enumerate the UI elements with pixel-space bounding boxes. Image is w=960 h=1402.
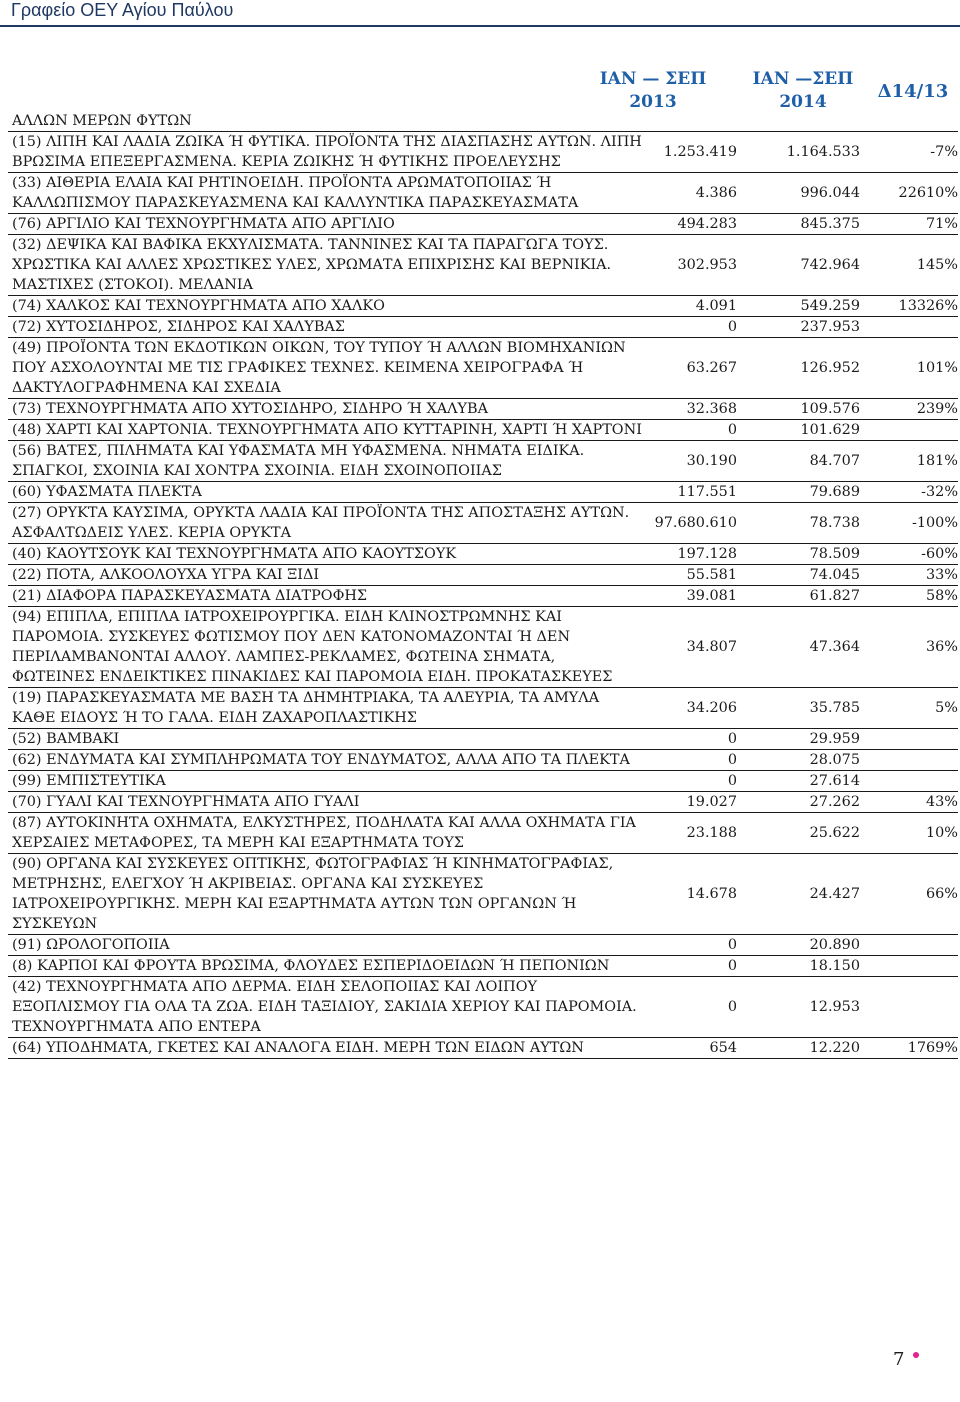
row-value-2014: 845.375 — [800, 216, 860, 232]
row-value-2014: 742.964 — [800, 257, 860, 273]
table-row — [8, 296, 958, 317]
row-value-2013: 0 — [727, 999, 737, 1015]
table-row — [8, 173, 958, 214]
row-name: (49) ΠΡΟΪΟΝΤΑ ΤΩΝ ΕΚΔΟΤΙΚΩΝ ΟΙΚΩΝ, ΤΟΥ ΤΥΠΟΥ Ή ΑΛΛΩΝ ΒΙΟΜΗΧΑΝΙΩΝ ΠΟΥ ΑΣΧΟΛΟΥΝΤΑΙ ΜΕ ΤΙΣ ΓΡΑΦΙΚΕΣ ΤΕΧΝΕΣ. ΚΕΙΜΕΝΑ ΧΕΙΡΟΓΡΑΦΑ Ή ΔΑΚΤΥΛΟΓΡΑΦΗΜΕΝΑ ΚΑΙ ΣΧΕΔΙΑ — [12, 340, 626, 396]
row-name: (27) ΟΡΥΚΤΑ ΚΑΥΣΙΜΑ, ΟΡΥΚΤΑ ΛΑΔΙΑ ΚΑΙ ΠΡΟΪΟΝΤΑ ΤΗΣ ΑΠΟΣΤΑΞΗΣ ΑΥΤΩΝ. ΑΣΦΑΛΤΩΔΕΙΣ ΥΛΕΣ. ΚΕΡΙΑ ΟΡΥΚΤΑ — [12, 505, 630, 541]
row-value-2014: 35.785 — [809, 700, 860, 716]
row-value-2013: 302.953 — [677, 257, 737, 273]
row-name: (52) ΒΑΜΒΑΚΙ — [12, 731, 120, 747]
row-value-2013: 55.581 — [686, 567, 737, 583]
row-value-2013: 34.807 — [686, 639, 737, 655]
column-header-2014-line1: ΙΑΝ —ΣΕΠ — [752, 69, 854, 89]
row-name: (21) ΔΙΑΦΟΡΑ ΠΑΡΑΣΚΕΥΑΣΜΑΤΑ ΔΙΑΤΡΟΦΗΣ — [12, 588, 368, 604]
table-row-continuation — [8, 111, 958, 132]
row-change: -32% — [921, 484, 958, 500]
table-row — [8, 1038, 958, 1059]
row-change — [860, 956, 958, 976]
row-change: 58% — [926, 588, 958, 604]
row-value-2013: 197.128 — [677, 546, 737, 562]
row-name: (72) ΧΥΤΟΣΙΔΗΡΟΣ, ΣΙΔΗΡΟΣ ΚΑΙ ΧΑΛΥΒΑΣ — [12, 319, 345, 335]
row-change — [860, 420, 958, 440]
table-row — [8, 956, 958, 977]
table-row — [8, 813, 958, 854]
row-value-2014: 47.364 — [809, 639, 860, 655]
row-value-2013: 0 — [727, 752, 737, 768]
row-value-2013: 654 — [709, 1040, 737, 1056]
row-name: (8) ΚΑΡΠΟΙ ΚΑΙ ΦΡΟΥΤΑ ΒΡΩΣΙΜΑ, ΦΛΟΥΔΕΣ ΕΣΠΕΡΙΔΟΕΙΔΩΝ Ή ΠΕΠΟΝΙΩΝ — [12, 958, 610, 974]
row-value-2014: 12.953 — [809, 999, 860, 1015]
table-row — [8, 854, 958, 935]
row-value-2014: 1.164.533 — [786, 144, 860, 160]
row-change: -100% — [911, 515, 958, 531]
table-row — [8, 977, 958, 1038]
row-value-2013: 0 — [727, 731, 737, 747]
row-change: 43% — [926, 794, 958, 810]
row-value-2013: 0 — [727, 773, 737, 789]
row-change — [860, 750, 958, 770]
row-value-2014: 78.509 — [809, 546, 860, 562]
row-value-2014: 61.827 — [809, 588, 860, 604]
row-value-2014: 74.045 — [809, 567, 860, 583]
row-value-2013: 30.190 — [686, 453, 737, 469]
table-row — [8, 235, 958, 296]
table-row — [8, 317, 958, 338]
row-change: -60% — [921, 546, 958, 562]
row-name: (94) ΕΠΙΠΛΑ, ΕΠΙΠΛΑ ΙΑΤΡΟΧΕΙΡΟΥΡΓΙΚΑ. ΕΙΔΗ ΚΛΙΝΟΣΤΡΩΜΝΗΣ ΚΑΙ ΠΑΡΟΜΟΙΑ. ΣΥΣΚΕΥΕΣ ΦΩΤΙΣΜΟΥ ΠΟΥ ΔΕΝ ΚΑΤΟΝΟΜΑΖΟΝΤΑΙ Ή ΔΕΝ ΠΕΡΙΛΑΜΒΑΝΟΝΤΑΙ ΑΛΛΟΥ. ΛΑΜΠΕΣ-ΡΕΚΛΑΜΕΣ, ΦΩΤΕΙΝΑ ΣΗΜΑΤΑ, ΦΩΤΕΙΝΕΣ ΕΝΔΕΙΚΤΙΚΕΣ ΠΙΝΑΚΙΔΕΣ ΚΑΙ ΠΑΡΟΜΟΙΑ ΕΙΔΗ. ΠΡΟΚΑΤΑΣΚΕΥΕΣ — [12, 609, 613, 685]
row-value-2013: 0 — [727, 937, 737, 953]
row-value-2014: 996.044 — [800, 185, 860, 201]
table-row — [8, 214, 958, 235]
row-value-2014: 79.689 — [809, 484, 860, 500]
row-value-2013: 0 — [727, 958, 737, 974]
row-name: (60) ΥΦΑΣΜΑΤΑ ΠΛΕΚΤΑ — [12, 484, 202, 500]
row-name: (62) ΕΝΔΥΜΑΤΑ ΚΑΙ ΣΥΜΠΛΗΡΩΜΑΤΑ ΤΟΥ ΕΝΔΥΜΑΤΟΣ, ΑΛΛΑ ΑΠΟ ΤΑ ΠΛΕΚΤΑ — [12, 752, 630, 768]
row-name: (91) ΩΡΟΛΟΓΟΠΟΙΙΑ — [12, 937, 170, 953]
row-change: 66% — [926, 886, 958, 902]
row-name: (64) ΥΠΟΔΗΜΑΤΑ, ΓΚΕΤΕΣ ΚΑΙ ΑΝΑΛΟΓΑ ΕΙΔΗ. ΜΕΡΗ ΤΩΝ ΕΙΔΩΝ ΑΥΤΩΝ — [12, 1040, 584, 1056]
column-header-2013 — [590, 68, 716, 114]
row-name: (42) ΤΕΧΝΟΥΡΓΗΜΑΤΑ ΑΠΟ ΔΕΡΜΑ. ΕΙΔΗ ΣΕΛΟΠΟΙΙΑΣ ΚΑΙ ΛΟΙΠΟΥ ΕΞΟΠΛΙΣΜΟΥ ΓΙΑ ΟΛΑ ΤΑ ΖΩΑ. ΕΙΔΗ ΤΑΞΙΔΙΟΥ, ΣΑΚΙΔΙΑ ΧΕΡΙΟΥ ΚΑΙ ΠΑΡΟΜΟΙΑ. ΤΕΧΝΟΥΡΓΗΜΑΤΑ ΑΠΟ ΕΝΤΕΡΑ — [12, 979, 637, 1035]
row-value-2014: 126.952 — [800, 360, 860, 376]
row-name: (87) ΑΥΤΟΚΙΝΗΤΑ ΟΧΗΜΑΤΑ, ΕΛΚΥΣΤΗΡΕΣ, ΠΟΔΗΛΑΤΑ ΚΑΙ ΑΛΛΑ ΟΧΗΜΑΤΑ ΓΙΑ ΧΕΡΣΑΙΕΣ ΜΕΤΑΦΟΡΕΣ, ΤΑ ΜΕΡΗ ΚΑΙ ΕΞΑΡΤΗΜΑΤΑ ΤΟΥΣ — [12, 815, 636, 851]
row-value-2013: 117.551 — [677, 484, 737, 500]
row-value-2013: 97.680.610 — [654, 515, 737, 531]
row-change: 71% — [926, 216, 958, 232]
table-row — [8, 792, 958, 813]
row-value-2014: 101.629 — [800, 422, 860, 438]
row-name: (70) ΓΥΑΛΙ ΚΑΙ ΤΕΧΝΟΥΡΓΗΜΑΤΑ ΑΠΟ ΓΥΑΛΙ — [12, 794, 360, 810]
row-value-2013: 34.206 — [686, 700, 737, 716]
row-value-2014: 28.075 — [809, 752, 860, 768]
row-change — [860, 771, 958, 791]
row-value-2014: 25.622 — [809, 825, 860, 841]
row-change: 10% — [926, 825, 958, 841]
row-name: (90) ΟΡΓΑΝΑ ΚΑΙ ΣΥΣΚΕΥΕΣ ΟΠΤΙΚΗΣ, ΦΩΤΟΓΡΑΦΙΑΣ Ή ΚΙΝΗΜΑΤΟΓΡΑΦΙΑΣ, ΜΕΤΡΗΣΗΣ, ΕΛΕΓΧΟΥ Ή ΑΚΡΙΒΕΙΑΣ. ΟΡΓΑΝΑ ΚΑΙ ΣΥΣΚΕΥΕΣ ΙΑΤΡΟΧΕΙΡΟΥΡΓΙΚΗΣ. ΜΕΡΗ ΚΑΙ ΕΞΑΡΤΗΜΑΤΑ ΑΥΤΩΝ ΤΩΝ ΟΡΓΑΝΩΝ Ή ΣΥΣΚΕΥΩΝ — [12, 856, 614, 932]
table-row — [8, 935, 958, 956]
row-value-2014: 27.614 — [809, 773, 860, 789]
row-name: (32) ΔΕΨΙΚΑ ΚΑΙ ΒΑΦΙΚΑ ΕΚΧΥΛΙΣΜΑΤΑ. ΤΑΝΝΙΝΕΣ ΚΑΙ ΤΑ ΠΑΡΑΓΩΓΑ ΤΟΥΣ. ΧΡΩΣΤΙΚΑ ΚΑΙ ΑΛΛΕΣ ΧΡΩΣΤΙΚΕΣ ΥΛΕΣ, ΧΡΩΜΑΤΑ ΕΠΙΧΡΙΣΗΣ ΚΑΙ ΒΕΡΝΙΚΙΑ. ΜΑΣΤΙΧΕΣ (ΣΤΟΚΟΙ). ΜΕΛΑΝΙΑ — [12, 237, 612, 293]
row-value-2013: 0 — [727, 422, 737, 438]
row-change: 239% — [916, 401, 958, 417]
row-change: 181% — [916, 453, 958, 469]
table-row — [8, 750, 958, 771]
row-value-2013: 19.027 — [686, 794, 737, 810]
row-value-2014: 109.576 — [800, 401, 860, 417]
trade-table — [8, 111, 958, 1059]
row-name: (40) ΚΑΟΥΤΣΟΥΚ ΚΑΙ ΤΕΧΝΟΥΡΓΗΜΑΤΑ ΑΠΟ ΚΑΟΥΤΣΟΥΚ — [12, 546, 457, 562]
row-value-2014: 84.707 — [809, 453, 860, 469]
column-header-change: Δ14/13 — [877, 81, 949, 102]
table-row — [8, 441, 958, 482]
table-row — [8, 586, 958, 607]
row-value-2014: 18.150 — [809, 958, 860, 974]
column-header-2014 — [740, 68, 866, 114]
row-value-2014: 27.262 — [809, 794, 860, 810]
row-name: (33) ΑΙΘΕΡΙΑ ΕΛΑΙΑ ΚΑΙ ΡΗΤΙΝΟΕΙΔΗ. ΠΡΟΪΟΝΤΑ ΑΡΩΜΑΤΟΠΟΙΙΑΣ Ή ΚΑΛΛΩΠΙΣΜΟΥ ΠΑΡΑΣΚΕΥΑΣΜΕΝΑ ΚΑΙ ΚΑΛΛΥΝΤΙΚΑ ΠΑΡΑΣΚΕΥΑΣΜΑΤΑ — [12, 175, 579, 211]
row-change: -7% — [930, 144, 958, 160]
row-change: 22610% — [898, 185, 958, 201]
table-row — [8, 399, 958, 420]
table-row — [8, 338, 958, 399]
row-change — [860, 935, 958, 955]
row-change: 1769% — [907, 1040, 958, 1056]
row-value-2013: 39.081 — [686, 588, 737, 604]
row-change: 145% — [916, 257, 958, 273]
row-value-2014: 20.890 — [809, 937, 860, 953]
table-row — [8, 420, 958, 441]
column-header-2014-line2: 2014 — [779, 92, 827, 112]
row-change: 13326% — [898, 298, 958, 314]
row-change: 33% — [926, 567, 958, 583]
row-value-2013: 0 — [727, 319, 737, 335]
page-dot-icon — [913, 1352, 919, 1358]
column-header-2013-line1: ΙΑΝ — ΣΕΠ — [599, 69, 707, 89]
row-change: 101% — [916, 360, 958, 376]
table-row — [8, 688, 958, 729]
row-value-2014: 29.959 — [809, 731, 860, 747]
row-value-2013: 63.267 — [686, 360, 737, 376]
row-name: ΑΛΛΩΝ ΜΕΡΩΝ ΦΥΤΩΝ — [12, 113, 192, 129]
row-value-2013: 4.091 — [695, 298, 737, 314]
row-name: (56) ΒΑΤΕΣ, ΠΙΛΗΜΑΤΑ ΚΑΙ ΥΦΑΣΜΑΤΑ ΜΗ ΥΦΑΣΜΕΝΑ. ΝΗΜΑΤΑ ΕΙΔΙΚΑ. ΣΠΑΓΚΟΙ, ΣΧΟΙΝΙΑ ΚΑΙ ΧΟΝΤΡΑ ΣΧΟΙΝΙΑ. ΕΙΔΗ ΣΧΟΙΝΟΠΟΙΙΑΣ — [12, 443, 585, 479]
table-row — [8, 503, 958, 544]
row-value-2013: 14.678 — [686, 886, 737, 902]
row-value-2013: 4.386 — [695, 185, 737, 201]
row-name: (99) ΕΜΠΙΣΤΕΥΤΙΚΑ — [12, 773, 166, 789]
table-row — [8, 482, 958, 503]
row-change — [860, 729, 958, 749]
header-rule — [0, 25, 960, 27]
header-title: Γραφείο ΟΕΥ Αγίου Παύλου — [11, 0, 234, 20]
table-row — [8, 607, 958, 688]
row-value-2013: 1.253.419 — [663, 144, 737, 160]
page-header — [0, 0, 960, 24]
row-change: 5% — [935, 700, 958, 716]
row-value-2013: 494.283 — [677, 216, 737, 232]
table-row — [8, 565, 958, 586]
row-change — [860, 977, 958, 1037]
row-change — [860, 317, 958, 337]
row-value-2014: 12.220 — [809, 1040, 860, 1056]
column-header-2013-line2: 2013 — [629, 92, 677, 112]
table-row — [8, 544, 958, 565]
row-name: (48) ΧΑΡΤΙ ΚΑΙ ΧΑΡΤΟΝΙΑ. ΤΕΧΝΟΥΡΓΗΜΑΤΑ ΑΠΟ ΚΥΤΤΑΡΙΝΗ, ΧΑΡΤΙ Ή ΧΑΡΤΟΝΙ — [12, 422, 642, 438]
row-change: 36% — [926, 639, 958, 655]
page-number: 7 — [893, 1349, 905, 1370]
row-name: (22) ΠΟΤΑ, ΑΛΚΟΟΛΟΥΧΑ ΥΓΡΑ ΚΑΙ ΞΙΔΙ — [12, 567, 320, 583]
table-row — [8, 729, 958, 750]
row-name: (74) ΧΑΛΚΟΣ ΚΑΙ ΤΕΧΝΟΥΡΓΗΜΑΤΑ ΑΠΟ ΧΑΛΚΟ — [12, 298, 385, 314]
row-value-2014: 24.427 — [809, 886, 860, 902]
row-name: (76) ΑΡΓΙΛΙΟ ΚΑΙ ΤΕΧΝΟΥΡΓΗΜΑΤΑ ΑΠΟ ΑΡΓΙΛΙΟ — [12, 216, 395, 232]
table-row — [8, 771, 958, 792]
row-value-2013: 23.188 — [686, 825, 737, 841]
row-name: (19) ΠΑΡΑΣΚΕΥΑΣΜΑΤΑ ΜΕ ΒΑΣΗ ΤΑ ΔΗΜΗΤΡΙΑΚΑ, ΤΑ ΑΛΕΥΡΙΑ, ΤΑ ΑΜΥΛΑ ΚΑΘΕ ΕΙΔΟΥΣ Ή ΤΟ ΓΑΛΑ. ΕΙΔΗ ΖΑΧΑΡΟΠΛΑΣΤΙΚΗΣ — [12, 690, 600, 726]
row-value-2013: 32.368 — [686, 401, 737, 417]
row-name: (15) ΛΙΠΗ ΚΑΙ ΛΑΔΙΑ ΖΩΙΚΑ Ή ΦΥΤΙΚΑ. ΠΡΟΪΟΝΤΑ ΤΗΣ ΔΙΑΣΠΑΣΗΣ ΑΥΤΩΝ. ΛΙΠΗ ΒΡΩΣΙΜΑ ΕΠΕΞΕΡΓΑΣΜΕΝΑ. ΚΕΡΙΑ ΖΩΙΚΗΣ Ή ΦΥΤΙΚΗΣ ΠΡΟΕΛΕΥΣΗΣ — [12, 134, 642, 170]
table-row — [8, 132, 958, 173]
row-value-2014: 549.259 — [800, 298, 860, 314]
row-value-2014: 237.953 — [800, 319, 860, 335]
row-value-2014: 78.738 — [809, 515, 860, 531]
row-name: (73) ΤΕΧΝΟΥΡΓΗΜΑΤΑ ΑΠΟ ΧΥΤΟΣΙΔΗΡΟ, ΣΙΔΗΡΟ Ή ΧΑΛΥΒΑ — [12, 401, 489, 417]
